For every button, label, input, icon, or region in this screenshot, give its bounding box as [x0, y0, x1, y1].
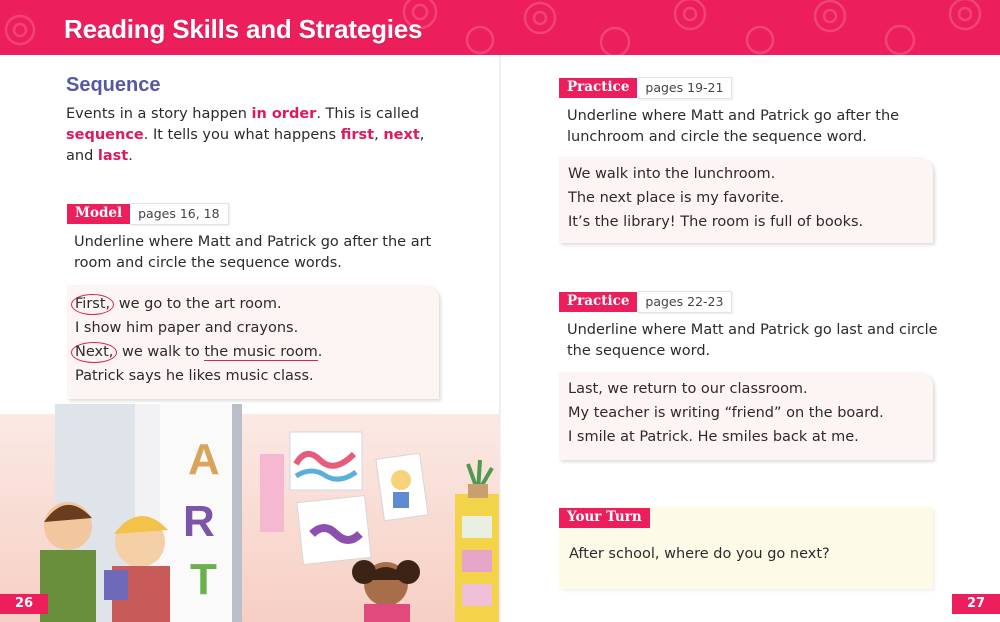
- art-room-illustration: [0, 404, 499, 622]
- model-tag: Model: [67, 204, 130, 224]
- model-passage-box: [67, 285, 439, 399]
- practice2-instruction: [567, 320, 987, 362]
- passage-line: Last, we return to our classroom.: [568, 381, 808, 397]
- passage-line: It’s the library! The room is full of books.: [568, 214, 864, 230]
- passage-line: We walk into the lunchroom.: [568, 166, 776, 182]
- section-heading: Sequence: [66, 74, 161, 96]
- practice1-pages: pages 19-21: [637, 77, 732, 99]
- your-turn-tag-row: [559, 508, 650, 528]
- practice2-passage-box: [559, 372, 933, 460]
- intro-text: and: [66, 148, 98, 164]
- practice2-tag: Practice: [559, 292, 637, 312]
- instruction-line: room and circle the sequence words.: [74, 255, 342, 271]
- intro-highlight: sequence: [66, 127, 144, 143]
- header-banner: [0, 0, 1000, 55]
- instruction-line: Underline where Matt and Patrick go after the art: [74, 234, 432, 250]
- intro-paragraph: [66, 104, 446, 167]
- instruction-line: the sequence word.: [567, 343, 711, 359]
- underlined-phrase: the music room: [204, 344, 318, 360]
- passage-line: I smile at Patrick. He smiles back at me.: [568, 429, 859, 445]
- practice2-pages: pages 22-23: [637, 291, 732, 313]
- letter-t: T: [190, 555, 217, 604]
- passage-line: [75, 340, 322, 364]
- passage-line: My teacher is writing “friend” on the board.: [568, 405, 884, 421]
- letter-r: R: [183, 497, 215, 546]
- practice1-passage-box: [559, 157, 933, 243]
- intro-highlight: in order: [251, 106, 317, 122]
- practice1-tag-row: [559, 78, 732, 98]
- model-instruction: [74, 232, 464, 274]
- model-pages: pages 16, 18: [130, 203, 228, 225]
- page-title: Reading Skills and Strategies: [64, 14, 423, 44]
- intro-text: . This is called: [316, 106, 420, 122]
- intro-text: .: [128, 148, 133, 164]
- circled-word: First,: [71, 294, 114, 315]
- intro-highlight: last: [97, 148, 129, 164]
- intro-highlight: next: [383, 127, 420, 143]
- instruction-line: Underline where Matt and Patrick go after the: [567, 108, 900, 124]
- passage-text: we walk to: [117, 344, 205, 360]
- passage-line: The next place is my favorite.: [568, 190, 785, 206]
- intro-text: . It tells you what happens: [143, 127, 341, 143]
- passage-text: we go to the art room.: [114, 296, 282, 312]
- practice2-tag-row: [559, 292, 732, 312]
- page-number-left: 26: [0, 594, 48, 614]
- intro-text: Events in a story happen: [66, 106, 252, 122]
- circled-word: Next,: [71, 342, 117, 363]
- passage-text: .: [317, 344, 323, 360]
- practice1-tag: Practice: [559, 78, 637, 98]
- book-spine: [499, 55, 501, 622]
- instruction-line: Underline where Matt and Patrick go last and circle: [567, 322, 938, 338]
- passage-line: I show him paper and crayons.: [75, 320, 299, 336]
- passage-line: Patrick says he likes music class.: [75, 368, 314, 384]
- your-turn-question: After school, where do you go next?: [569, 546, 830, 562]
- passage-line: [75, 292, 322, 316]
- instruction-line: lunchroom and circle the sequence word.: [567, 129, 867, 145]
- intro-text: ,: [374, 127, 384, 143]
- letter-a: A: [188, 435, 220, 484]
- practice1-instruction: [567, 106, 967, 148]
- your-turn-tag: Your Turn: [559, 508, 650, 528]
- model-tag-row: [67, 204, 229, 224]
- intro-highlight: first: [340, 127, 375, 143]
- intro-text: ,: [419, 127, 425, 143]
- page-number-right: 27: [952, 594, 1000, 614]
